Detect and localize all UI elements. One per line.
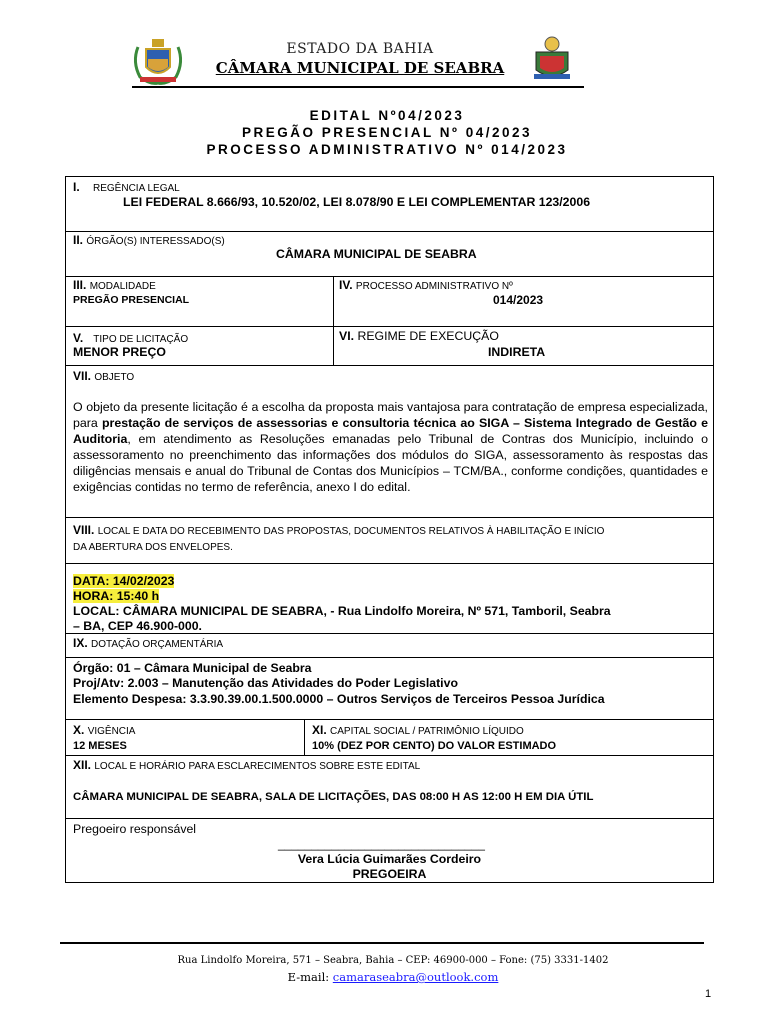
section-8-time: HORA: 15:40 h xyxy=(73,589,160,603)
section-9-heading: IX. DOTAÇÃO ORÇAMENTÁRIA xyxy=(73,636,224,650)
footer-divider xyxy=(60,942,704,944)
signature-name: Vera Lúcia Guimarães Cordeiro xyxy=(297,852,482,866)
footer-email-line: E-mail: camaraseabra@outlook.com xyxy=(287,970,499,984)
section-6-heading: VI. REGIME DE EXECUÇÃO xyxy=(339,329,499,343)
page-number: 1 xyxy=(705,988,712,1000)
section-4-heading: IV. PROCESSO ADMINISTRATIVO Nº xyxy=(339,278,513,292)
edital-title: EDITAL Nº04/2023 xyxy=(309,108,465,123)
section-1-heading: I. REGÊNCIA LEGAL xyxy=(73,180,180,194)
section-8-heading: VIII. LOCAL E DATA DO RECEBIMENTO DAS PROPOSTAS, DOCUMENTOS RELATIVOS À HABILITAÇÃO E INÍCIO xyxy=(73,523,605,537)
section-11-heading: XI. CAPITAL SOCIAL / PATRIMÔNIO LÍQUIDO xyxy=(312,723,524,737)
section-9-proj-atv: Proj/Atv: 2.003 – Manutenção das Atividades do Poder Legislativo xyxy=(73,676,458,690)
edital-summary-table xyxy=(65,176,714,883)
document-titles xyxy=(60,107,714,158)
header-divider xyxy=(132,86,584,88)
section-2-value: CÂMARA MUNICIPAL DE SEABRA xyxy=(276,247,477,261)
section-6-value: INDIRETA xyxy=(488,345,546,359)
section-8-location: LOCAL: CÂMARA MUNICIPAL DE SEABRA, - Rua Lindolfo Moreira, Nº 571, Tamboril, Seabra xyxy=(73,604,611,618)
signature-role: PREGOEIRA xyxy=(352,867,427,881)
email-link[interactable]: camaraseabra@outlook.com xyxy=(332,970,499,984)
section-11-value: 10% (DEZ POR CENTO) DO VALOR ESTIMADO xyxy=(312,740,557,752)
section-5-heading: V. TIPO DE LICITAÇÃO xyxy=(73,331,189,345)
municipal-coat-of-arms-icon xyxy=(130,37,186,87)
section-7-object-paragraph: O objeto da presente licitação é a escolha da proposta mais vantajosa para contratação de empresa especializada, para prestação de serviços de assessorias e consultoria técnica ao SIGA – Sistema Integrado de Gestão e Auditoria, em atendimento as Resoluções emanadas pelo Tribunal de Contras dos Município, incluindo o assessoramento no preenchimento das informações dos módulos do SIGA, assessoramento às respostas das diligências mensais e anual do Tribunal de Contas dos Municípios – TCM/BA., conforme condições, quantidades e exigências contidas no termo de referência, anexo I do edital. xyxy=(73,400,708,494)
pregao-title: PREGÃO PRESENCIAL Nº 04/2023 xyxy=(241,125,532,140)
section-4-value: 014/2023 xyxy=(493,293,544,307)
section-8-date: DATA: 14/02/2023 xyxy=(73,574,175,588)
section-9-orgao: Órgão: 01 – Câmara Municipal de Seabra xyxy=(73,661,312,675)
section-1-value: LEI FEDERAL 8.666/93, 10.520/02, LEI 8.078/90 E LEI COMPLEMENTAR 123/2006 xyxy=(123,195,591,209)
state-name: ESTADO DA BAHIA xyxy=(286,41,434,57)
section-3-value: PREGÃO PRESENCIAL xyxy=(73,294,190,306)
section-3-heading: III. MODALIDADE xyxy=(73,278,156,292)
processo-title: PROCESSO ADMINISTRATIVO Nº 014/2023 xyxy=(206,142,568,157)
section-10-heading: X. VIGÊNCIA xyxy=(73,723,136,737)
section-10-value: 12 MESES xyxy=(73,740,127,752)
signature-line: _______________________________ xyxy=(278,837,485,851)
signature-label: Pregoeiro responsável xyxy=(73,822,197,836)
section-12-heading: XII. LOCAL E HORÁRIO PARA ESCLARECIMENTOS SOBRE ESTE EDITAL xyxy=(73,758,421,772)
section-9-elemento: Elemento Despesa: 3.3.90.39.00.1.500.0000 – Outros Serviços de Terceiros Pessoa Jurídica xyxy=(73,692,605,706)
chamber-seal-icon xyxy=(530,34,574,82)
section-8-location-cont: – BA, CEP 46.900-000. xyxy=(73,619,202,633)
section-7-heading: VII. OBJETO xyxy=(73,369,135,383)
footer-address: Rua Lindolfo Moreira, 571 – Seabra, Bahia – CEP: 46900-000 – Fone: (75) 3331-1402 xyxy=(177,955,609,966)
section-12-value: CÂMARA MUNICIPAL DE SEABRA, SALA DE LICITAÇÕES, DAS 08:00 H AS 12:00 H EM DIA ÚTIL xyxy=(73,791,594,803)
section-8-heading-cont: DA ABERTURA DOS ENVELOPES. xyxy=(73,542,233,553)
chamber-name: CÂMARA MUNICIPAL DE SEABRA xyxy=(215,59,505,77)
section-5-value: MENOR PREÇO xyxy=(73,345,166,359)
section-2-heading: II. ÓRGÃO(S) INTERESSADO(S) xyxy=(73,233,225,247)
